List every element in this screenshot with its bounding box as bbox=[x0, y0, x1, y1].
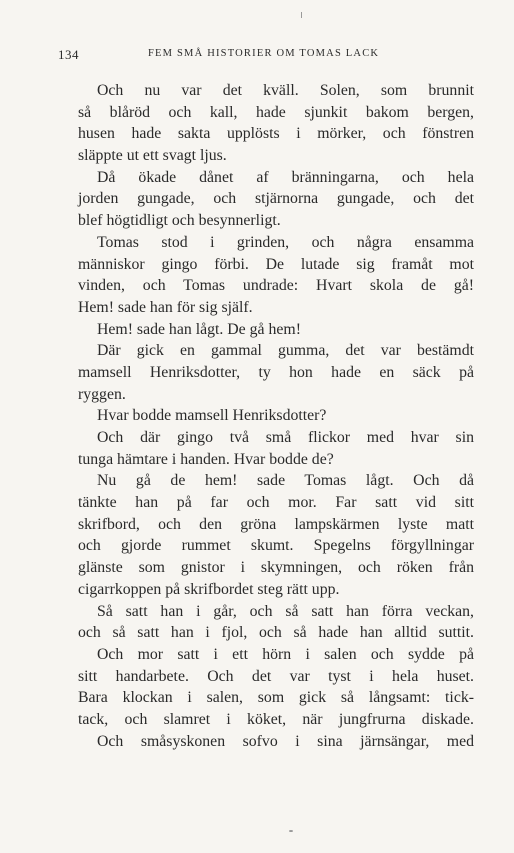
text-line: och så satt han i fjol, och så hade han alltid suttit. bbox=[78, 624, 474, 642]
text-line: ryggen. bbox=[78, 385, 126, 403]
text-line: tack, och slamret i köket, när jungfrurna diskade. bbox=[78, 710, 474, 728]
text-line: släppte ut ett svagt ljus. bbox=[78, 147, 227, 165]
text-line: Där gick en gammal gumma, det var bestämdt bbox=[97, 342, 474, 360]
text-line: Hem! sade han lågt. De gå hem! bbox=[97, 320, 301, 338]
page-header bbox=[58, 47, 478, 67]
page-number: 134 bbox=[58, 47, 79, 62]
text-line: Då ökade dånet af bränningarna, och hela bbox=[97, 168, 474, 186]
text-line: jorden gungade, och stjärnorna gungade, och det bbox=[78, 190, 474, 208]
body-text bbox=[78, 80, 474, 752]
running-title: FEM SMÅ HISTORIER OM TOMAS LACK bbox=[148, 48, 380, 59]
text-line: Så satt han i går, och så satt han förra veckan, bbox=[97, 602, 474, 620]
text-line: sitt handarbete. Och det var tyst i hela huset. bbox=[78, 667, 474, 685]
text-line: Och där gingo två små flickor med hvar sin bbox=[97, 429, 474, 446]
text-line: Och nu var det kväll. Solen, som brunnit bbox=[97, 82, 474, 99]
text-line: blef högtidligt och besynnerligt. bbox=[78, 212, 281, 230]
text-line: Och småsyskonen sofvo i sina järnsängar, med bbox=[97, 732, 474, 750]
text-line: cigarrkoppen på skrifbordet steg rätt upp. bbox=[78, 580, 340, 598]
text-line: och gjorde rummet skumt. Spegelns förgyllningar bbox=[78, 537, 474, 555]
text-line: Tomas stod i grinden, och några ensamma bbox=[97, 233, 474, 251]
text-line: tänkte han på far och mor. Far satt vid sitt bbox=[78, 494, 474, 512]
text-line: Bara klockan i salen, som gick så långsamt: tick- bbox=[78, 689, 474, 707]
text-line: vinden, och Tomas undrade: Hvart skola de gå! bbox=[78, 277, 474, 295]
text-line: husen hade sakta upplösts i mörker, och fönstren bbox=[78, 125, 474, 143]
text-line: Nu gå de hem! sade Tomas lågt. Och då bbox=[97, 472, 474, 490]
text-line: tunga hämtare i handen. Hvar bodde de? bbox=[78, 450, 334, 468]
text-line: så blåröd och kall, hade sjunkit bakom bergen, bbox=[78, 103, 474, 121]
text-line: Och mor satt i ett hörn i salen och sydde på bbox=[97, 645, 474, 663]
text-line: mamsell Henriksdotter, ty hon hade en säck på bbox=[78, 363, 474, 381]
text-line: människor gingo förbi. De lutade sig framåt mot bbox=[78, 255, 474, 273]
text-line: Hvar bodde mamsell Henriksdotter? bbox=[97, 407, 327, 425]
text-line: Hem! sade han för sig själf. bbox=[78, 298, 253, 316]
paper-speck bbox=[301, 12, 302, 18]
paper-speck bbox=[289, 830, 293, 832]
text-line: skrifbord, och den gröna lampskärmen lyste matt bbox=[78, 515, 474, 533]
text-line: glänste som gnistor i skymningen, och röken från bbox=[78, 559, 474, 577]
